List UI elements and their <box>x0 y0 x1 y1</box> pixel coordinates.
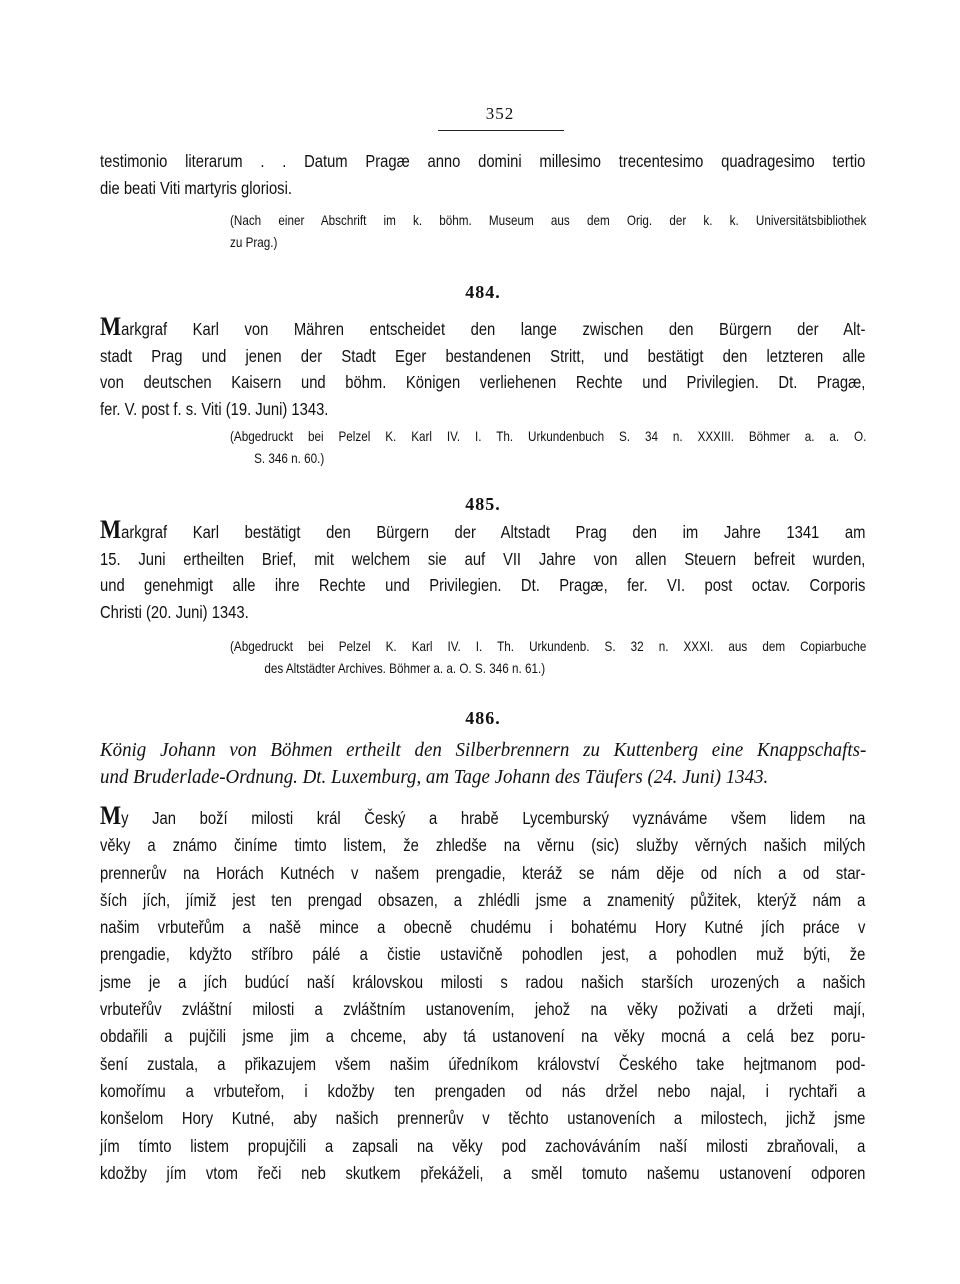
text-line: fer. V. post f. s. Viti (19. Juni) 1343. <box>100 398 329 419</box>
text-line: von deutschen Kaisern und böhm. Königen verliehenen Rechte und Privilegien. Dt. Pragæ, <box>100 372 866 393</box>
initial-letter: M <box>100 312 122 341</box>
note-line: (Abgedruckt bei Pelzel K. Karl IV. I. Th. Urkundenbuch S. 34 n. XXXIII. Böhmer a. a. O. <box>230 429 867 444</box>
text-line: stadt Prag und jenen der Stadt Eger bestandenen Stritt, und bestätigt den letzteren alle <box>100 345 866 366</box>
regest-484 <box>100 312 866 422</box>
text-line: ších jích, jímiž jest ten prengad obsazen, a zhlédli jsme a znamenitý půžitek, kterýž nám a <box>100 889 866 910</box>
text-line: obdařili a pujčili jsme jim a chceme, aby tá ustanovení na věky mocná a celá bez poru- <box>100 1026 866 1047</box>
document-page <box>100 0 866 1284</box>
text-line: kdožby jím vtom řeči neb skutkem překáželi, a směl tomuto našemu ustanovení odporen <box>100 1162 866 1183</box>
text-line: našim vrbuteřům a našě mince a obecně chudému i bohatému Hory Kutné jích práce v <box>100 917 866 938</box>
header-rule <box>438 130 564 131</box>
text-line: 15. Juni ertheilten Brief, mit welchem sie auf VII Jahre von allen Steuern befreit wurden, <box>100 548 866 569</box>
source-note-484 <box>230 426 866 469</box>
title-line: und Bruderlade-Ordnung. Dt. Luxemburg, am Tage Johann des Täufers (24. Juni) 1343. <box>100 767 769 788</box>
note-line: S. 346 n. 60.) <box>254 450 325 466</box>
text-line: věky a známo činíme timto listem, že zhledše na věrnu (sic) služby věrných našich milých <box>100 835 866 856</box>
text-line: Markgraf Karl von Mähren entscheidet den lange zwischen den Bürgern der Alt- <box>100 312 866 341</box>
title-line: König Johann von Böhmen ertheilt den Silberbrennern zu Kuttenberg eine Knappschafts- <box>100 740 867 761</box>
page-number: 352 <box>485 104 515 123</box>
text-line: My Jan boží milosti král Český a hrabě Lycemburský vyznáváme všem lidem na <box>100 801 866 830</box>
document-number-485: 485. <box>465 494 501 514</box>
text-line: jím tímto listem propujčili a zapsali na věky pod zachováváním naší milosti zbraňovali, a <box>100 1135 866 1156</box>
regest-485 <box>100 515 866 625</box>
text-line: šení zustala, a přikazujem všem našim úředníkom království Českého take hejtmanom pod- <box>100 1053 866 1074</box>
note-line: des Altstädter Archives. Böhmer a. a. O. S. 346 n. 61.) <box>264 660 546 676</box>
initial-letter: M <box>100 801 122 830</box>
note-line: zu Prag.) <box>230 234 278 250</box>
intro-paragraph <box>100 148 865 201</box>
text-line: die beati Viti martyris gloriosi. <box>100 177 292 198</box>
text-line: Markgraf Karl bestätigt den Bürgern der Altstadt Prag den im Jahre 1341 am <box>100 515 866 544</box>
initial-letter: M <box>100 515 122 544</box>
text-line: Christi (20. Juni) 1343. <box>100 601 249 622</box>
title-486 <box>100 737 866 791</box>
text-line: prennerův na Horách Kutnéch v našem prengadie, kteráž se nám děje od ních a od star- <box>100 862 866 883</box>
intro-source-note <box>230 210 866 253</box>
document-number-484: 484. <box>465 282 501 302</box>
source-note-485 <box>230 636 866 679</box>
text-line: komořímu a vrbuteřom, i kdožby ten prengaden od nás držel nebo najal, i rychtaři a <box>100 1080 866 1101</box>
note-line: (Abgedruckt bei Pelzel K. Karl IV. I. Th. Urkundenb. S. 32 n. XXXI. aus dem Copiarbuche <box>230 639 867 654</box>
note-line: (Nach einer Abschrift im k. böhm. Museum aus dem Orig. der k. k. Universitätsbibliothek <box>230 213 867 228</box>
text-line: und genehmigt alle ihre Rechte und Privilegien. Dt. Pragæ, fer. VI. post octav. Corporis <box>100 575 866 596</box>
text-line: jsme je a jích budúcí naší královskou milosti s radou našich starších urozených a našich <box>100 971 866 992</box>
text-line: konšelom Hory Kutné, aby našich prennerův v těchto ustanoveních a milostech, jichž jsme <box>100 1108 866 1129</box>
text-line: testimonio literarum . . Datum Pragæ anno domini millesimo trecentesimo quadragesimo tertio <box>100 151 866 171</box>
text-line: vrbuteřův zvláštní milosti a zvláštním ustanovením, jehož na věky poživati a držeti mají, <box>100 999 866 1020</box>
document-number-486: 486. <box>465 708 501 728</box>
intro-text <box>100 148 866 201</box>
charter-text-486 <box>100 801 866 1187</box>
text-line: prengadie, kdyžto stříbro pálé a čistie ustavičně pohodlen jest, a pohodlen muž býti, že <box>100 944 866 965</box>
